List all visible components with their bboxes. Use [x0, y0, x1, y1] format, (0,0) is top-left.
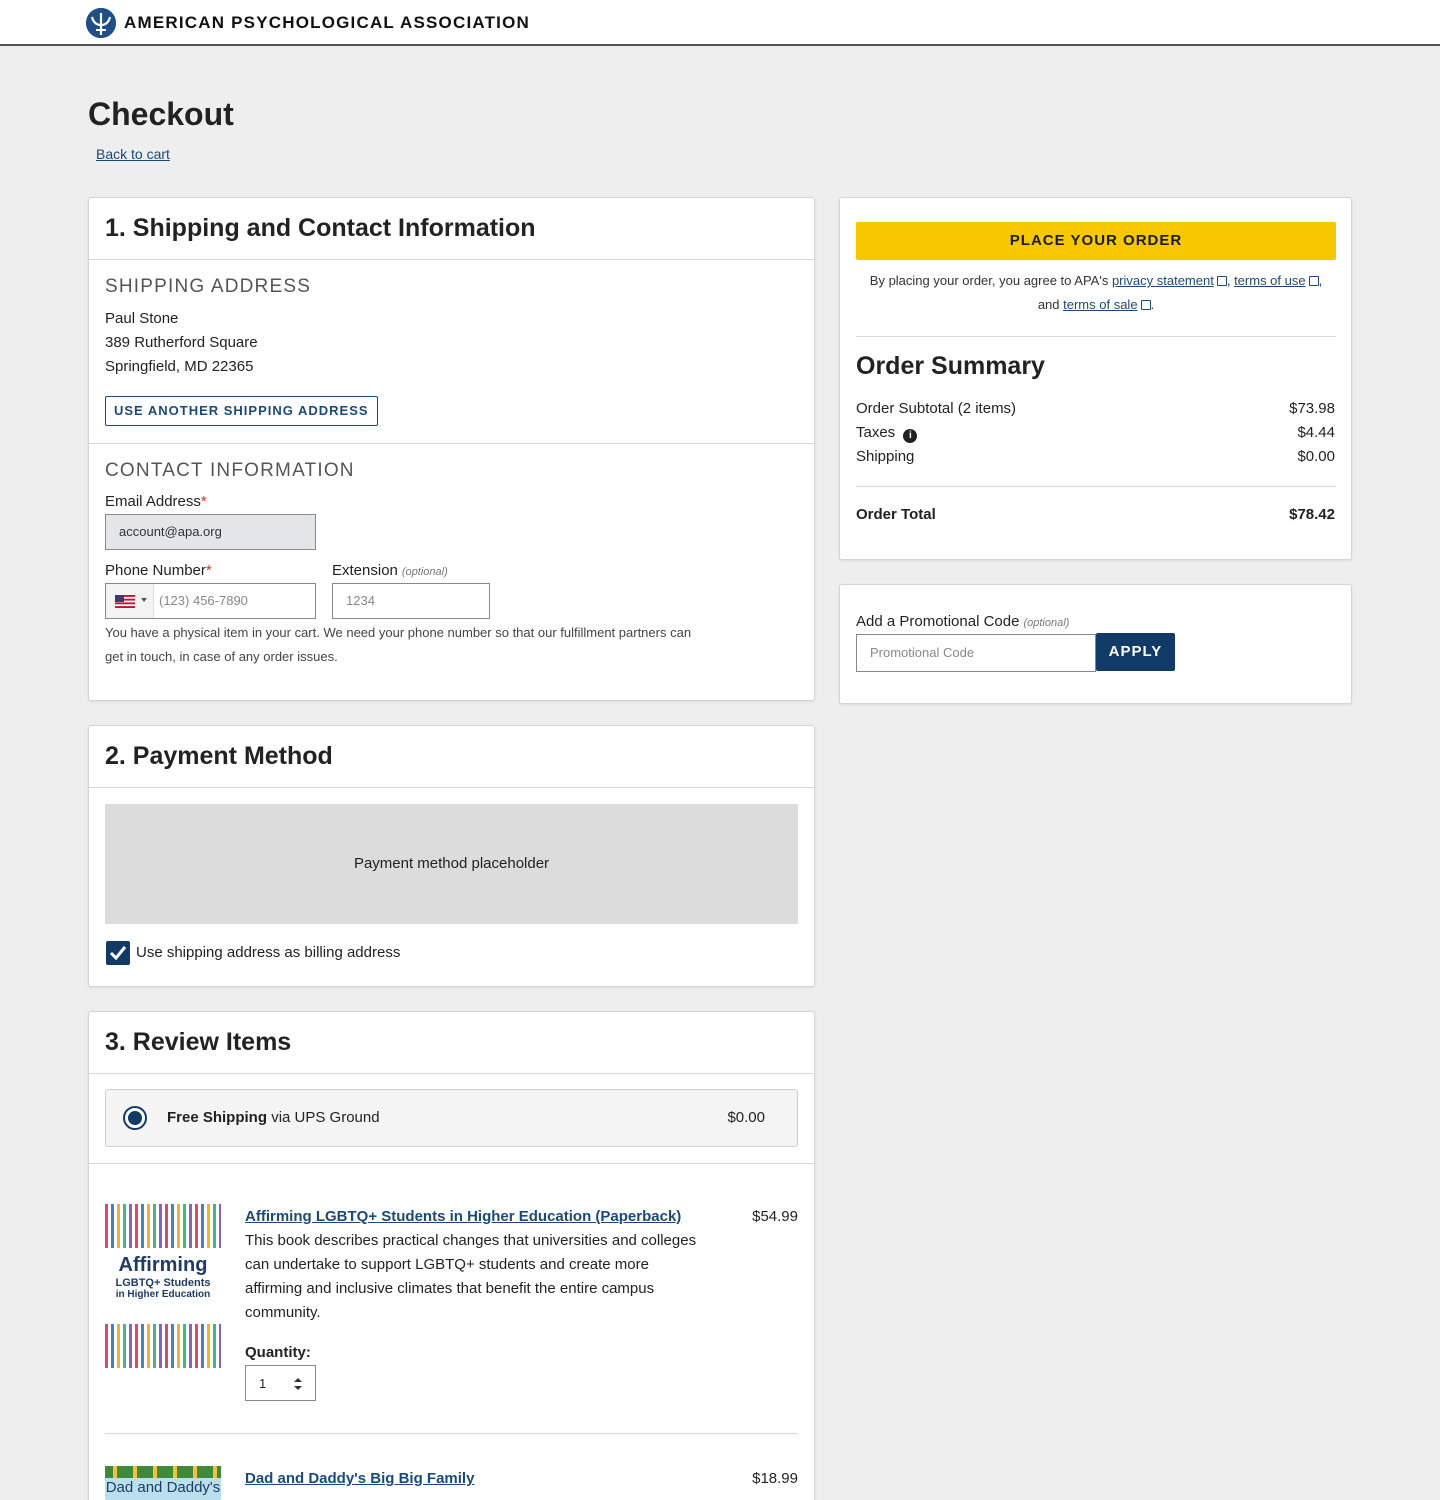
phone-placeholder: (123) 456-7890	[159, 593, 248, 608]
phone-note-line2: get in touch, in case of any order issues.	[105, 649, 338, 664]
address-city: Springfield, MD 22365	[105, 358, 254, 375]
subtotal-label: Order Subtotal (2 items)	[856, 400, 1017, 417]
promo-label: Add a Promotional Code	[856, 613, 1020, 630]
address-street: 389 Rutherford Square	[105, 334, 258, 351]
privacy-statement-link[interactable]: privacy statement	[1111, 273, 1214, 288]
cover-title: Dad and Daddy's	[105, 1479, 221, 1496]
shipping-option[interactable]	[105, 1089, 798, 1147]
extension-label: Extension	[332, 562, 398, 579]
cover-foliage	[105, 1466, 221, 1478]
agree-prefix: By placing your order, you agree to APA's	[869, 273, 1109, 288]
section-divider	[89, 1163, 814, 1164]
subtotal-value: $73.98	[1289, 400, 1335, 417]
cover-pattern	[105, 1324, 221, 1368]
back-to-cart-link[interactable]: Back to cart	[96, 146, 170, 162]
cover-subtitle1: LGBTQ+ Students	[115, 1277, 211, 1289]
order-total-label: Order Total	[856, 506, 936, 523]
item-title-link[interactable]: Affirming LGBTQ+ Students in Higher Education (Paperback)	[245, 1208, 682, 1225]
cover-pattern	[105, 1204, 221, 1248]
item-price: $18.99	[752, 1470, 798, 1487]
shipping-contact-card	[88, 197, 815, 701]
item-divider	[105, 1433, 798, 1434]
us-flag-icon	[115, 595, 135, 608]
item-description-line: can undertake to support LGBTQ+ students and create more	[245, 1256, 649, 1273]
terms-of-sale-link[interactable]: terms of sale	[1063, 297, 1138, 312]
order-summary-heading: Order Summary	[856, 352, 1045, 380]
and-text: and	[1037, 297, 1060, 312]
payment-method-placeholder[interactable]	[105, 804, 798, 924]
phone-label-row	[105, 559, 212, 583]
external-link-icon	[1309, 276, 1319, 286]
item-description-line: This book describes practical changes that universities and colleges	[245, 1232, 697, 1249]
payment-method-heading: 2. Payment Method	[89, 726, 814, 788]
shipping-option-label	[167, 1106, 380, 1130]
book-cover-image[interactable]	[105, 1466, 221, 1500]
site-header	[0, 0, 1440, 46]
review-items-card	[88, 1011, 815, 1500]
quantity-value: 1	[259, 1376, 267, 1391]
shipping-value: $0.00	[1297, 448, 1335, 465]
shipping-address-label: SHIPPING ADDRESS	[105, 276, 312, 297]
promo-label-row	[856, 610, 1069, 635]
external-link-icon	[1141, 300, 1151, 310]
book-cover-image[interactable]	[105, 1204, 221, 1370]
phone-label: Phone Number	[105, 562, 206, 579]
phone-note-line1: You have a physical item in your cart. We need your phone number so that our fulfillment partners can	[105, 625, 692, 640]
billing-checkbox[interactable]	[106, 941, 130, 965]
shipping-option-name: Free Shipping	[167, 1109, 268, 1126]
payment-placeholder-text: Payment method placeholder	[353, 855, 550, 872]
external-link-icon	[1217, 276, 1227, 286]
required-asterisk: *	[200, 493, 207, 510]
optional-hint: (optional)	[1023, 617, 1070, 629]
info-icon[interactable]: i	[903, 429, 917, 443]
promo-code-card	[839, 584, 1352, 704]
item-description-line: community.	[245, 1304, 321, 1321]
terms-of-use-link[interactable]: terms of use	[1234, 273, 1306, 288]
payment-method-card	[88, 725, 815, 987]
radio-selected-dot	[128, 1111, 142, 1125]
apply-promo-button[interactable]: APPLY	[1096, 633, 1175, 671]
extension-label-row	[332, 559, 448, 584]
taxes-label: Taxes	[856, 424, 896, 441]
cover-subtitle2: in Higher Education	[115, 1289, 211, 1300]
billing-checkbox-label[interactable]: Use shipping address as billing address	[136, 944, 401, 961]
quantity-select[interactable]	[245, 1365, 316, 1401]
select-arrows-icon	[293, 1377, 303, 1391]
email-field[interactable]: account@apa.org	[105, 514, 316, 550]
taxes-row	[856, 424, 917, 442]
review-items-heading: 3. Review Items	[89, 1012, 814, 1074]
caret-down-icon	[141, 598, 147, 602]
extension-input[interactable]: 1234	[332, 583, 490, 619]
order-summary-card	[839, 197, 1352, 560]
section-divider	[89, 443, 814, 444]
agreement-text: By placing your order, you agree to APA's privacy statement , terms of use , and terms of sale .	[869, 273, 1323, 312]
checkmark-icon	[106, 941, 130, 965]
shipping-option-price: $0.00	[727, 1109, 765, 1126]
shipping-contact-heading: 1. Shipping and Contact Information	[89, 198, 814, 260]
apa-logo-icon[interactable]	[86, 8, 116, 38]
taxes-value: $4.44	[1297, 424, 1335, 441]
item-price: $54.99	[752, 1208, 798, 1225]
org-name[interactable]: AMERICAN PSYCHOLOGICAL ASSOCIATION	[124, 13, 531, 32]
total-divider	[856, 486, 1336, 487]
quantity-label: Quantity:	[245, 1344, 311, 1361]
page-title: Checkout	[88, 96, 234, 132]
use-another-address-button[interactable]: USE ANOTHER SHIPPING ADDRESS	[105, 396, 378, 426]
order-total-value: $78.42	[1289, 506, 1335, 523]
email-label-row	[105, 490, 207, 514]
shipping-radio[interactable]	[123, 1106, 147, 1130]
phone-input[interactable]	[105, 583, 316, 619]
shipping-option-via: via UPS Ground	[271, 1109, 380, 1126]
address-name: Paul Stone	[105, 310, 179, 327]
email-label: Email Address	[105, 493, 201, 510]
summary-divider	[856, 336, 1336, 337]
shipping-label: Shipping	[856, 448, 915, 465]
promo-code-input[interactable]: Promotional Code	[856, 634, 1096, 672]
contact-info-label: CONTACT INFORMATION	[105, 460, 355, 481]
required-asterisk: *	[205, 562, 212, 579]
place-order-button[interactable]: PLACE YOUR ORDER	[856, 222, 1336, 260]
country-flag-selector[interactable]	[106, 584, 154, 618]
optional-hint: (optional)	[401, 566, 448, 578]
item-description-line: affirming and inclusive climates that benefit the entire campus	[245, 1280, 655, 1297]
cover-title: Affirming	[118, 1254, 208, 1276]
item-title-link[interactable]: Dad and Daddy's Big Big Family	[245, 1470, 475, 1487]
